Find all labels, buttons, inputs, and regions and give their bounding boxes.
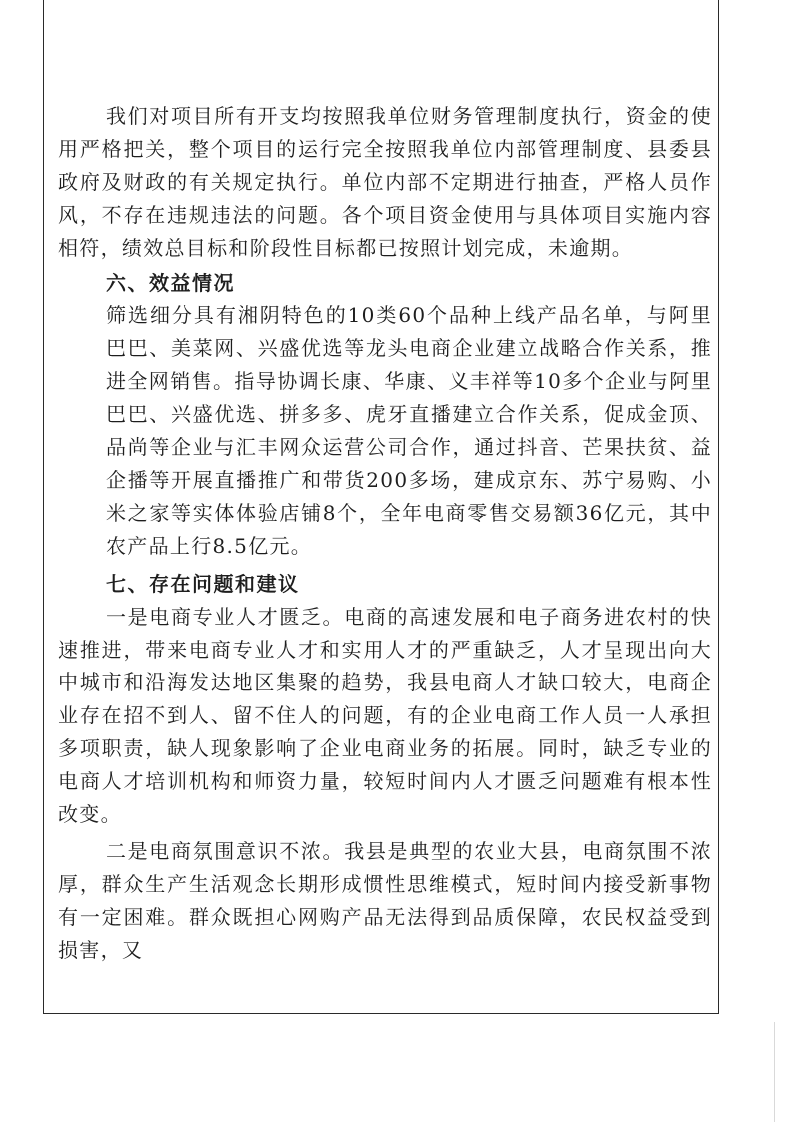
section-7-paragraph-talent: 一是电商专业人才匮乏。电商的高速发展和电子商务进农村的快速推进，带来电商专业人才和实用人才的严重缺乏，人才呈现出向大中城市和沿海发达地区集聚的趋势，我县电商人才缺口较大，电商企业存在招不到人、留不住人的问题，有的企业电商工作人员一人承担多项职责，缺人现象影响了企业电商业务的拓展。同时，缺乏专业的电商人才培训机构和师资力量，较短时间内人才匮乏问题难有根本性改变。 xyxy=(58,604,712,827)
section-6-heading: 六、效益情况 xyxy=(106,270,235,295)
section-6-paragraph: 筛选细分具有湘阴特色的10类60个品种上线产品名单，与阿里巴巴、美菜网、兴盛优选等龙头电商企业建立战略合作关系，推进全网销售。指导协调长康、华康、义丰祥等10多个企业与阿里巴巴、兴盛优选、拼多多、虎牙直播建立合作关系，促成金顶、品尚等企业与汇丰网众运营公司合作，通过抖音、芒果扶贫、益企播等开展直播推广和带货200多场，建成京东、苏宁易购、小米之家等实体体验店铺8个，全年电商零售交易额36亿元，其中农产品上行8.5亿元。 xyxy=(106,303,712,558)
document-body xyxy=(58,100,712,967)
scan-edge-line xyxy=(774,1022,775,1122)
section-7-heading: 七、存在问题和建议 xyxy=(106,571,300,596)
section-7-paragraph-atmosphere: 二是电商氛围意识不浓。我县是典型的农业大县，电商氛围不浓厚，群众生产生活观念长期形成惯性思维模式，短时间内接受新事物有一定困难。群众既担心网购产品无法得到品质保障，农民权益受到损害，又 xyxy=(58,838,712,962)
paragraph-fund-usage: 我们对项目所有开支均按照我单位财务管理制度执行，资金的使用严格把关，整个项目的运行完全按照我单位内部管理制度、县委县政府及财政的有关规定执行。单位内部不定期进行抽查，严格人员作风，不存在违规违法的问题。各个项目资金使用与具体项目实施内容相符，绩效总目标和阶段性目标都已按照计划完成，未逾期。 xyxy=(58,104,712,260)
